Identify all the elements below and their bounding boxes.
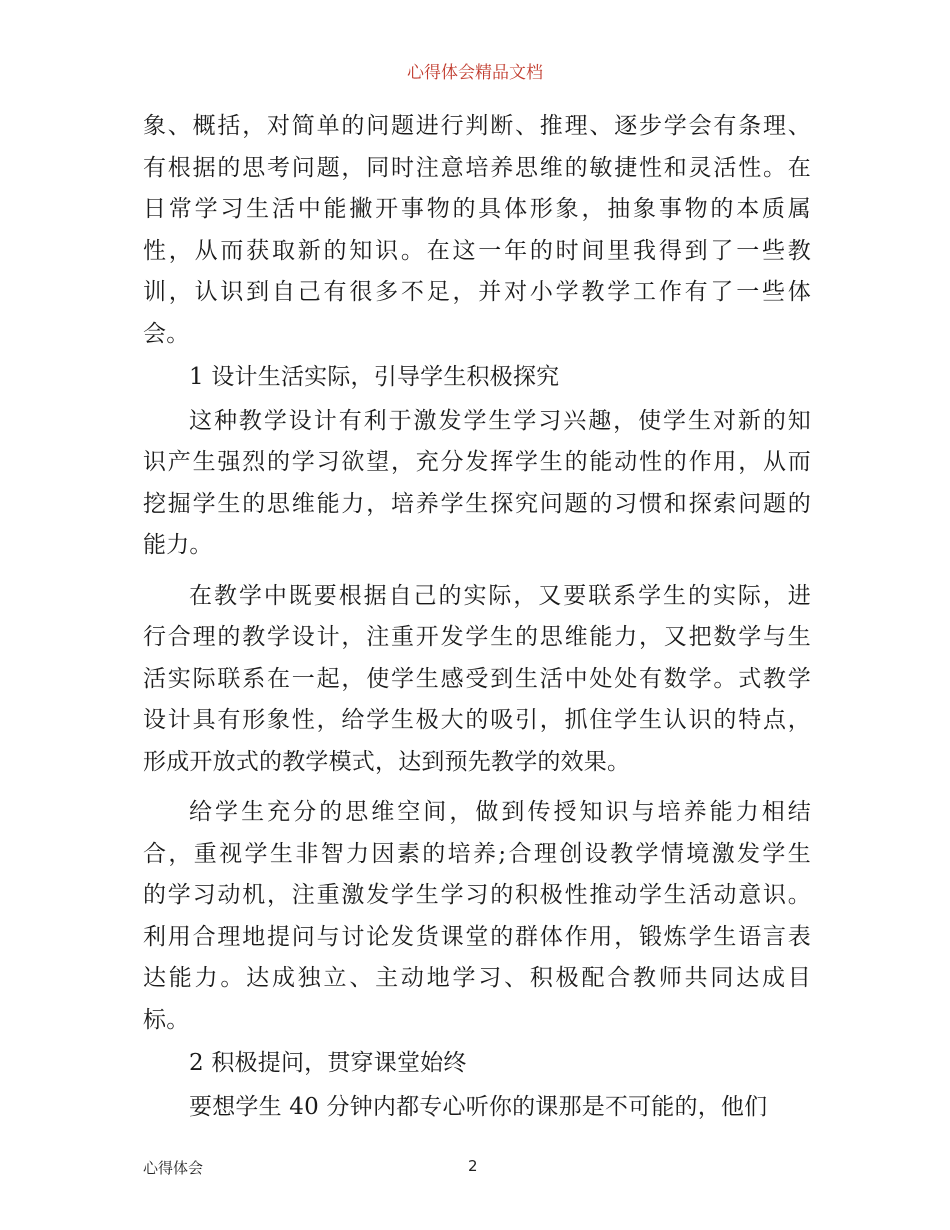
text-line: 行合理的教学设计，注重开发学生的思维能力，又把数学与生 xyxy=(143,624,811,650)
text-line: 会。 xyxy=(143,320,190,347)
text-line: 训，认识到自己有很多不足，并对小学教学工作有了一些体 xyxy=(143,279,811,305)
text-line: 标。 xyxy=(143,1006,190,1033)
text-line: 能力。 xyxy=(143,532,213,558)
section-heading: 2 积极提问，贯穿课堂始终 xyxy=(189,1050,467,1076)
text-line: 性，从而获取新的知识。在这一年的时间里我得到了一些教 xyxy=(143,237,811,264)
text-line: 挖掘学生的思维能力，培养学生探究问题的习惯和探索问题的 xyxy=(143,490,811,517)
text-line: 合，重视学生非智力因素的培养;合理创设教学情境激发学生 xyxy=(143,840,811,867)
section-heading: 1 设计生活实际，引导学生积极探究 xyxy=(189,364,560,390)
footer-label: 心得体会 xyxy=(143,1159,204,1177)
text-line: 达能力。达成独立、主动地学习、积极配合教师共同达成目 xyxy=(143,965,811,991)
text-line: 日常学习生活中能撇开事物的具体形象，抽象事物的本质属 xyxy=(143,196,811,222)
text-line: 要想学生 40 分钟内都专心听你的课那是不可能的，他们 xyxy=(189,1093,768,1120)
text-line: 的学习动机，注重激发学生学习的积极性推动学生活动意识。 xyxy=(143,882,811,908)
text-line: 在教学中既要根据自己的实际，又要联系学生的实际，进 xyxy=(189,582,811,609)
text-line: 活实际联系在一起，使学生感受到生活中处处有数学。式教学 xyxy=(143,665,811,692)
text-line: 象、概括，对简单的问题进行判断、推理、逐步学会有条理、 xyxy=(143,113,811,139)
text-line: 识产生强烈的学习欲望，充分发挥学生的能动性的作用，从而 xyxy=(143,449,811,475)
document-body xyxy=(143,106,811,1128)
text-line: 利用合理地提问与讨论发货课堂的群体作用，锻炼学生语言表 xyxy=(143,923,811,950)
text-line: 设计具有形象性，给学生极大的吸引，抓住学生认识的特点， xyxy=(143,707,811,733)
text-line: 给学生充分的思维空间，做到传授知识与培养能力相结 xyxy=(189,799,811,825)
text-line: 这种教学设计有利于激发学生学习兴趣，使学生对新的知 xyxy=(189,407,811,434)
page-header-title: 心得体会精品文档 xyxy=(407,63,543,83)
page-number: 2 xyxy=(468,1157,478,1175)
text-line: 有根据的思考问题，同时注意培养思维的敏捷性和灵活性。在 xyxy=(143,154,811,181)
text-line: 形成开放式的教学模式，达到预先教学的效果。 xyxy=(143,748,631,775)
